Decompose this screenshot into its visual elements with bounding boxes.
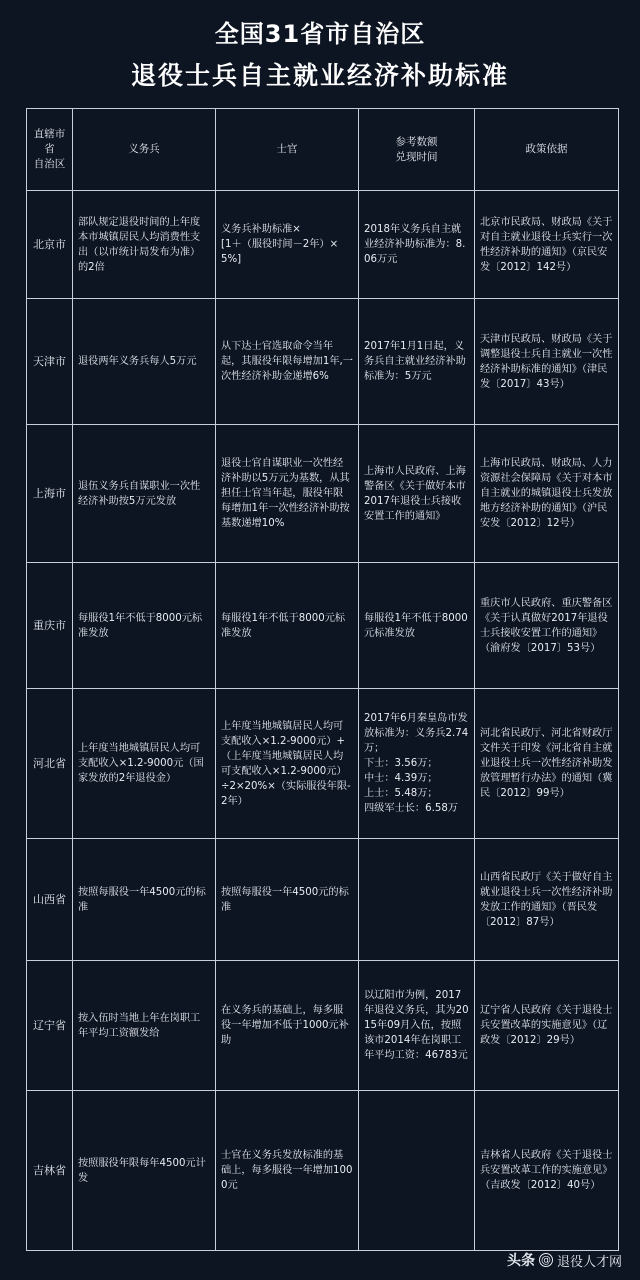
title-block	[0, 0, 640, 108]
cell-nco: 义务兵补助标准× [1＋（服役时间－2年）×5%]	[216, 191, 359, 299]
cell-province: 吉林省	[27, 1091, 73, 1251]
cell-policy: 山西省民政厅《关于做好自主就业退役士兵一次性经济补助发放工作的通知》（晋民发〔2012〕87号）	[475, 839, 619, 961]
cell-nco: 从下达士官选取命令当年起，其服役年限每增加1年,一次性经济补助金递增6%	[216, 299, 359, 425]
cell-conscript: 按入伍时当地上年在岗职工年平均工资额发给	[73, 961, 216, 1091]
cell-conscript: 按照每服役一年4500元的标准	[73, 839, 216, 961]
watermark-account: 退役人才网	[556, 1254, 622, 1270]
cell-nco: 士官在义务兵发放标准的基础上，每多服役一年增加1000元	[216, 1091, 359, 1251]
table-row	[27, 191, 619, 299]
table-row	[27, 689, 619, 839]
header-province: 直辖市 省 自治区	[27, 109, 73, 191]
cell-reference	[359, 1091, 475, 1251]
header-conscript: 义务兵	[73, 109, 216, 191]
cell-conscript: 按照服役年限每年4500元计发	[73, 1091, 216, 1251]
cell-conscript: 退伍义务兵自谋职业一次性经济补助按5万元发放	[73, 425, 216, 563]
cell-policy: 重庆市人民政府、重庆警备区《关于认真做好2017年退役士兵接收安置工作的通知》（渝府发〔2017〕53号）	[475, 563, 619, 689]
cell-conscript: 上年度当地城镇居民人均可支配收入×1.2-9000元（国家发放的2年退役金）	[73, 689, 216, 839]
cell-province: 辽宁省	[27, 961, 73, 1091]
cell-policy: 天津市民政局、财政局《关于调整退役士兵自主就业一次性经济补助标准的通知》（津民发〔2017〕43号）	[475, 299, 619, 425]
cell-reference: 2017年1月1日起，义务兵自主就业经济补助标准为：5万元	[359, 299, 475, 425]
cell-policy: 上海市民政局、财政局、人力资源社会保障局《关于对本市自主就业的城镇退役士兵发放地方经济补助的通知》（沪民安发〔2012〕12号）	[475, 425, 619, 563]
watermark-brand: 头条	[506, 1253, 535, 1269]
at-icon: @	[540, 1255, 551, 1266]
subsidy-table	[26, 108, 619, 1251]
cell-policy: 辽宁省人民政府《关于退役士兵安置改革的实施意见》（辽政发〔2012〕29号）	[475, 961, 619, 1091]
cell-reference: 2018年义务兵自主就业经济补助标准为：8.06万元	[359, 191, 475, 299]
table-row	[27, 839, 619, 961]
cell-nco: 每服役1年不低于8000元标准发放	[216, 563, 359, 689]
cell-nco: 上年度当地城镇居民人均可支配收入×1.2-9000元）+（上年度当地城镇居民人均可支配收入×1.2-9000元）÷2×20%×（实际服役年限-2年）	[216, 689, 359, 839]
header-reference: 参考数额 兑现时间	[359, 109, 475, 191]
table-row	[27, 425, 619, 563]
cell-province: 上海市	[27, 425, 73, 563]
cell-province: 山西省	[27, 839, 73, 961]
cell-nco: 在义务兵的基础上，每多服役一年增加不低于1000元补助	[216, 961, 359, 1091]
cell-province: 重庆市	[27, 563, 73, 689]
cell-reference: 上海市人民政府、上海警备区《关于做好本市2017年退役士兵接收安置工作的通知》	[359, 425, 475, 563]
table-row	[27, 299, 619, 425]
header-nco: 士官	[216, 109, 359, 191]
table-row	[27, 563, 619, 689]
cell-policy: 吉林省人民政府《关于退役士兵安置改革工作的实施意见》（吉政发〔2012〕40号）	[475, 1091, 619, 1251]
cell-conscript: 部队规定退役时间的上年度本市城镇居民人均消费性支出（以市统计局发布为准）的2倍	[73, 191, 216, 299]
page-title: 全国31省市自治区	[214, 20, 426, 48]
page-subtitle: 退役士兵自主就业经济补助标准	[130, 61, 509, 90]
watermark	[507, 1250, 622, 1270]
cell-policy: 北京市民政局、财政局《关于对自主就业退役士兵实行一次性经济补助的通知》（京民安发〔2012〕142号）	[475, 191, 619, 299]
table-row	[27, 1091, 619, 1251]
cell-reference	[359, 839, 475, 961]
cell-nco: 退役士官自谋职业一次性经济补助以5万元为基数，从其担任士官当年起，服役年限每增加1年一次性经济补助按基数递增10%	[216, 425, 359, 563]
cell-province: 北京市	[27, 191, 73, 299]
table-header-row	[27, 109, 619, 191]
table-row	[27, 961, 619, 1091]
cell-conscript: 每服役1年不低于8000元标准发放	[73, 563, 216, 689]
cell-province: 河北省	[27, 689, 73, 839]
header-policy: 政策依据	[475, 109, 619, 191]
cell-reference: 每服役1年不低于8000元标准发放	[359, 563, 475, 689]
cell-reference: 2017年6月秦皇岛市发放标准为：义务兵2.74万； 下士：3.56万； 中士：4.39万； 上士：5.48万； 四级军士长：6.58万	[359, 689, 475, 839]
cell-policy: 河北省民政厅、河北省财政厅文件关于印发《河北省自主就业退役士兵一次性经济补助发放管理暂行办法》的通知（冀民〔2012〕99号）	[475, 689, 619, 839]
cell-province: 天津市	[27, 299, 73, 425]
cell-conscript: 退役两年义务兵每人5万元	[73, 299, 216, 425]
cell-reference: 以辽阳市为例，2017年退役义务兵，其为2015年09月入伍，按照该市2014年在岗职工年平均工资：46783元	[359, 961, 475, 1091]
cell-nco: 按照每服役一年4500元的标准	[216, 839, 359, 961]
